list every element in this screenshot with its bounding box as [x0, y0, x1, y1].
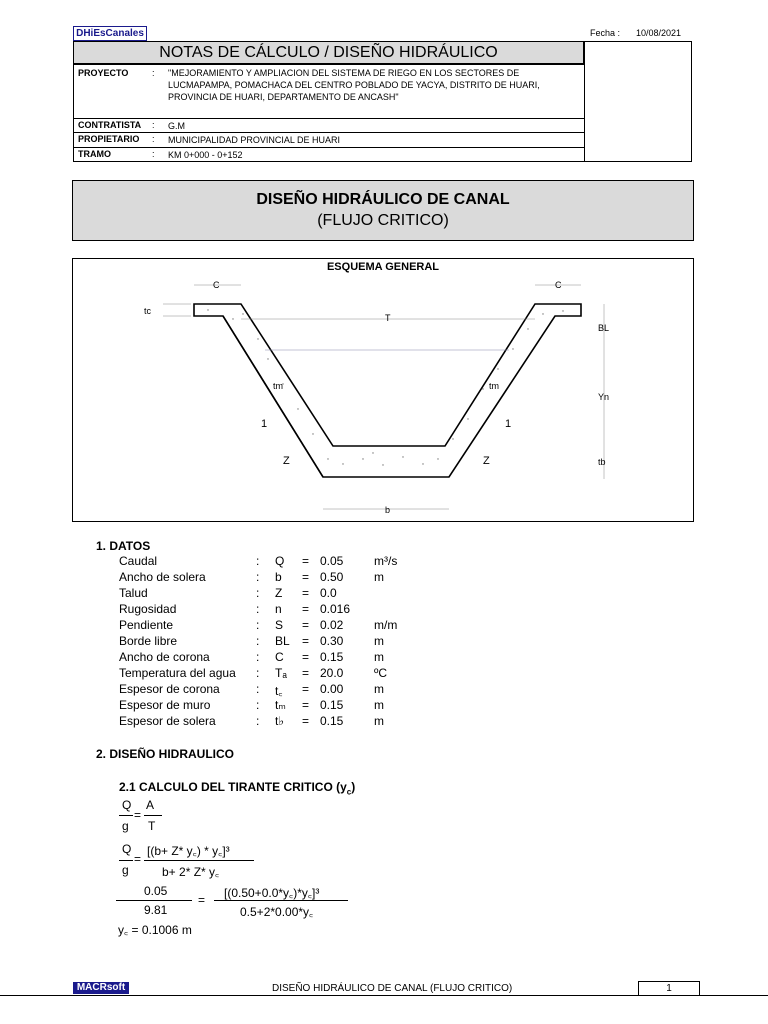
- f3-num: 0.05: [144, 884, 168, 898]
- proyecto-label: PROYECTO: [78, 68, 129, 78]
- f2-bar: [119, 860, 133, 861]
- f1-rbar: [144, 815, 162, 816]
- fecha-label: Fecha :: [590, 28, 621, 38]
- datos-heading: 1. DATOS: [96, 539, 151, 553]
- datos-unit: m: [374, 714, 384, 728]
- tramo-label: TRAMO: [78, 149, 111, 159]
- tramo-row: [74, 147, 584, 161]
- datos-eq: =: [302, 554, 310, 568]
- label-one-right: 1: [505, 418, 512, 430]
- label-one-left: 1: [261, 418, 268, 430]
- datos-val: 0.02: [320, 618, 344, 632]
- datos-colon: :: [256, 618, 260, 632]
- datos-sym: t꜀: [275, 684, 283, 698]
- fecha-value: 10/08/2021: [636, 28, 682, 38]
- f1-rden: T: [148, 819, 156, 833]
- datos-eq: =: [302, 634, 310, 648]
- header-right-box: [584, 42, 693, 161]
- label-T: T: [385, 313, 391, 323]
- datos-colon: :: [256, 682, 260, 696]
- label-tm-left: tm: [273, 381, 283, 391]
- f2-eq: =: [134, 852, 142, 866]
- datos-eq: =: [302, 570, 310, 584]
- datos-name: Rugosidad: [119, 602, 177, 616]
- label-c-right: C: [555, 280, 562, 290]
- datos-sym: BL: [275, 634, 290, 648]
- datos-name: Borde libre: [119, 634, 178, 648]
- datos-val: 0.016: [320, 602, 351, 616]
- f3-rnum: [(0.50+0.0*y꜀)*y꜀]³: [224, 886, 320, 900]
- calculo-heading-sub: c: [346, 787, 352, 797]
- design-title-box: [72, 180, 694, 241]
- datos-val: 0.00: [320, 682, 344, 696]
- datos-name: Caudal: [119, 554, 158, 568]
- macrsoft-logo: MACRsoft: [73, 982, 129, 994]
- datos-colon: :: [256, 650, 260, 664]
- datos-eq: =: [302, 698, 310, 712]
- datos-colon: :: [256, 634, 260, 648]
- contratista-label: CONTRATISTA: [78, 120, 142, 130]
- f1-den: g: [122, 819, 129, 833]
- datos-sym: tₘ: [275, 698, 286, 712]
- propietario-label: PROPIETARIO: [78, 134, 140, 144]
- canal-outline: [194, 304, 581, 477]
- datos-sym: Z: [275, 586, 283, 600]
- f2-num: Q: [122, 842, 132, 856]
- design-subtitle: (FLUJO CRITICO): [317, 212, 449, 229]
- label-Yn: Yn: [598, 392, 610, 402]
- contratista-row: [74, 118, 584, 132]
- tramo-value: KM 0+000 - 0+152: [168, 150, 243, 160]
- datos-eq: =: [302, 618, 310, 632]
- footer-rule: [0, 995, 768, 996]
- f3-rden: 0.5+2*0.00*y꜀: [240, 905, 314, 919]
- propietario-value: MUNICIPALIDAD PROVINCIAL DE HUARI: [168, 135, 341, 145]
- datos-unit: m: [374, 698, 384, 712]
- proyecto-row: [74, 64, 584, 118]
- datos-colon: :: [256, 570, 260, 584]
- f1-num: Q: [122, 798, 132, 812]
- schematic-title: ESQUEMA GENERAL: [326, 261, 440, 273]
- diseno-heading: 2. DISEÑO HIDRAULICO: [96, 747, 235, 761]
- datos-unit: m: [374, 682, 384, 696]
- datos-eq: =: [302, 666, 310, 680]
- calculo-heading: [119, 780, 355, 796]
- datos-val: 0.50: [320, 570, 344, 584]
- colon: :: [152, 120, 155, 130]
- f1-rnum: A: [146, 798, 155, 812]
- datos-sym: Q: [275, 554, 285, 568]
- datos-name: Espesor de corona: [119, 682, 220, 696]
- canal-inner: [223, 316, 323, 477]
- f1-bar: [119, 815, 133, 816]
- datos-eq: =: [302, 650, 310, 664]
- datos-eq: =: [302, 586, 310, 600]
- f2-rbar: [144, 860, 254, 861]
- f2-rden: b+ 2* Z* y꜀: [162, 865, 220, 879]
- f3-rbar: [214, 900, 348, 901]
- datos-sym: C: [275, 650, 284, 664]
- datos-name: Temperatura del agua: [119, 666, 236, 680]
- datos-unit: m³/s: [374, 554, 398, 568]
- label-tc: tc: [144, 306, 152, 316]
- datos-val: 0.15: [320, 650, 344, 664]
- label-BL: BL: [598, 323, 610, 333]
- propietario-row: [74, 132, 584, 147]
- f2-rnum: [(b+ Z* y꜀) * y꜀]³: [147, 844, 230, 858]
- f3-eq: =: [198, 893, 206, 907]
- datos-eq: =: [302, 602, 310, 616]
- colon: :: [152, 134, 155, 144]
- f3-bar: [116, 900, 192, 901]
- datos-unit: m: [374, 634, 384, 648]
- footer-title: DISEÑO HIDRÁULICO DE CANAL (FLUJO CRITICO): [272, 983, 513, 994]
- datos-unit: m: [374, 570, 384, 584]
- label-tb: tb: [598, 457, 606, 467]
- datos-name: Pendiente: [119, 618, 174, 632]
- proyecto-value: "MEJORAMIENTO Y AMPLIACION DEL SISTEMA DE RIEGO EN LOS SECTORES DE LUCMAPAMPA, POMACHACA DEL CENTRO POBLADO DE YACYA, DISTRITO DE HUARI, PROVINCIA DE HUARI, DEPARTAMENTO DE ANCASH": [168, 68, 540, 102]
- datos-val: 0.0: [320, 586, 337, 600]
- datos-sym: n: [275, 602, 282, 616]
- f1-eq: =: [134, 808, 142, 822]
- dhiescanales-logo: DHiEsCanales: [73, 26, 147, 41]
- datos-unit: m/m: [374, 618, 398, 632]
- concrete-texture: [207, 309, 563, 465]
- label-c-left: C: [213, 280, 220, 290]
- datos-val: 0.30: [320, 634, 344, 648]
- canal-cross-section-diagram: [73, 259, 693, 521]
- calculo-heading-text: 2.1 CALCULO DEL TIRANTE CRITICO (y: [119, 780, 347, 794]
- colon: :: [152, 149, 155, 159]
- datos-name: Ancho de solera: [119, 570, 206, 584]
- datos-val: 0.05: [320, 554, 344, 568]
- label-z-left: Z: [283, 455, 290, 467]
- design-title: DISEÑO HIDRÁULICO DE CANAL: [256, 191, 510, 208]
- datos-val: 0.15: [320, 714, 344, 728]
- datos-unit: m: [374, 650, 384, 664]
- datos-colon: :: [256, 666, 260, 680]
- schematic-box: [72, 258, 694, 522]
- datos-colon: :: [256, 602, 260, 616]
- label-tm-right: tm: [489, 381, 499, 391]
- label-z-right: Z: [483, 455, 490, 467]
- datos-name: Ancho de corona: [119, 650, 210, 664]
- datos-unit: ºC: [374, 666, 388, 680]
- contratista-value: G.M: [168, 121, 185, 131]
- project-header: [73, 41, 692, 162]
- datos-sym: b: [275, 570, 282, 584]
- calculo-heading-close: ): [351, 780, 356, 794]
- datos-val: 0.15: [320, 698, 344, 712]
- datos-sym: t♭: [275, 714, 284, 728]
- datos-sym: S: [275, 618, 284, 632]
- datos-name: Talud: [119, 586, 148, 600]
- f3-den: 9.81: [144, 903, 168, 917]
- header-title: NOTAS DE CÁLCULO / DISEÑO HIDRÁULICO: [74, 42, 584, 64]
- label-b: b: [385, 505, 391, 515]
- datos-colon: :: [256, 586, 260, 600]
- datos-name: Espesor de muro: [119, 698, 211, 712]
- f2-den: g: [122, 863, 129, 877]
- datos-colon: :: [256, 554, 260, 568]
- datos-colon: :: [256, 698, 260, 712]
- datos-name: Espesor de solera: [119, 714, 216, 728]
- page-number: 1: [638, 981, 700, 995]
- datos-colon: :: [256, 714, 260, 728]
- colon: :: [152, 68, 155, 78]
- datos-sym: Tₐ: [275, 666, 287, 680]
- datos-eq: =: [302, 682, 310, 696]
- datos-val: 20.0: [320, 666, 344, 680]
- datos-eq: =: [302, 714, 310, 728]
- yc-result: y꜀ = 0.1006 m: [118, 923, 192, 937]
